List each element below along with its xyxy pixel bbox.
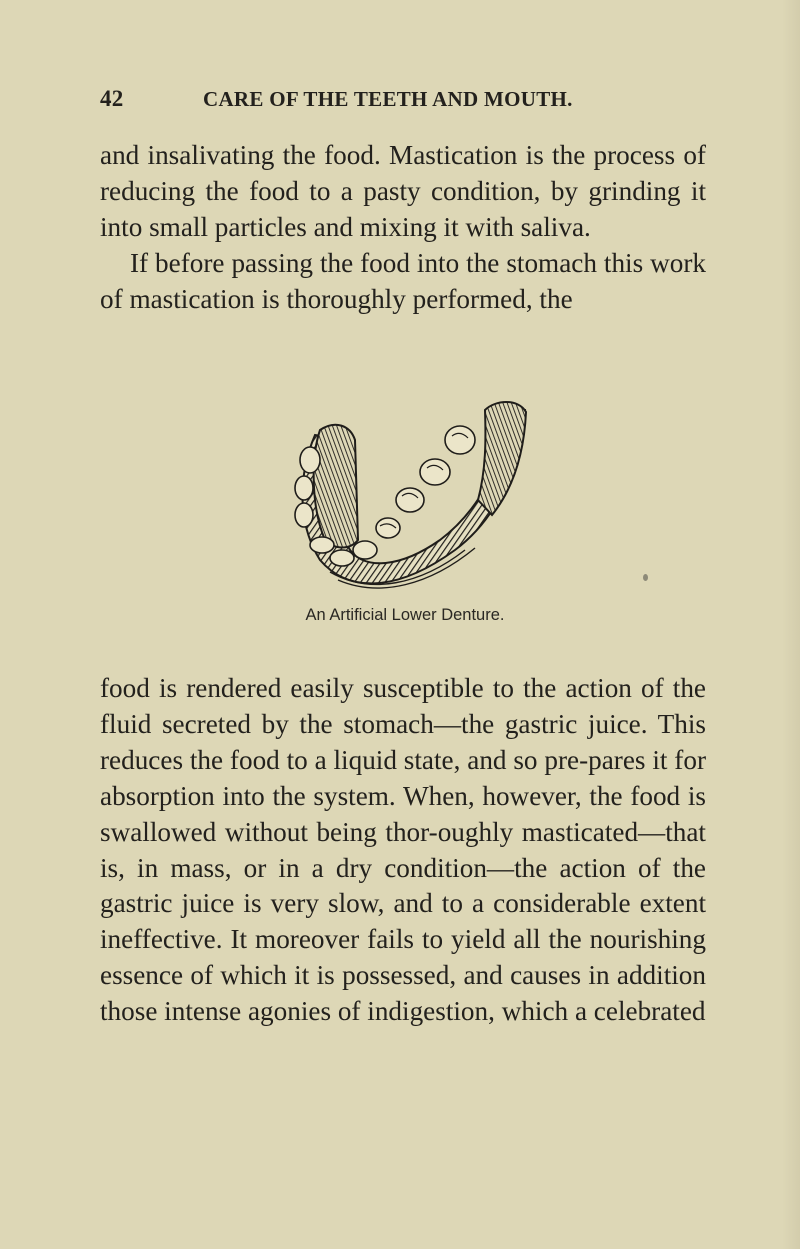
page-number: 42 xyxy=(100,86,124,111)
paragraph-start: If before passing the food into the stomach this work of mastication is thoroughly performed, the xyxy=(100,247,706,314)
paper-speck xyxy=(643,574,648,581)
page-edge-shadow xyxy=(782,0,800,1249)
running-head xyxy=(100,86,704,118)
figure-caption: An Artificial Lower Denture. xyxy=(305,606,505,624)
lower-denture-illustration xyxy=(280,400,530,600)
running-head-title: CARE OF THE TEETH AND MOUTH. xyxy=(203,87,573,111)
text-block-top xyxy=(100,138,706,318)
paragraph-continued-bottom: food is rendered easily susceptible to the action of the fluid secreted by the stomach—the gastric juice. This reduces the food to a liquid state, and so pre-pares it for absorption into the system. When, however, the food is swallowed without being thor-oughly masticated—that is, in mass, or in a dry condition—the action of the gastric juice is very slow, and to a considerable extent ineffective. It moreover fails to yield all the nourishing essence of which it is possessed, and causes in addition those intense agonies of indigestion, which a celebrated xyxy=(100,673,706,1027)
text-block-bottom xyxy=(100,671,706,1030)
paragraph-continued: and insalivating the food. Mastication is the process of reducing the food to a pasty condition, by grinding it into small particles and mixing it with saliva. xyxy=(100,140,706,242)
